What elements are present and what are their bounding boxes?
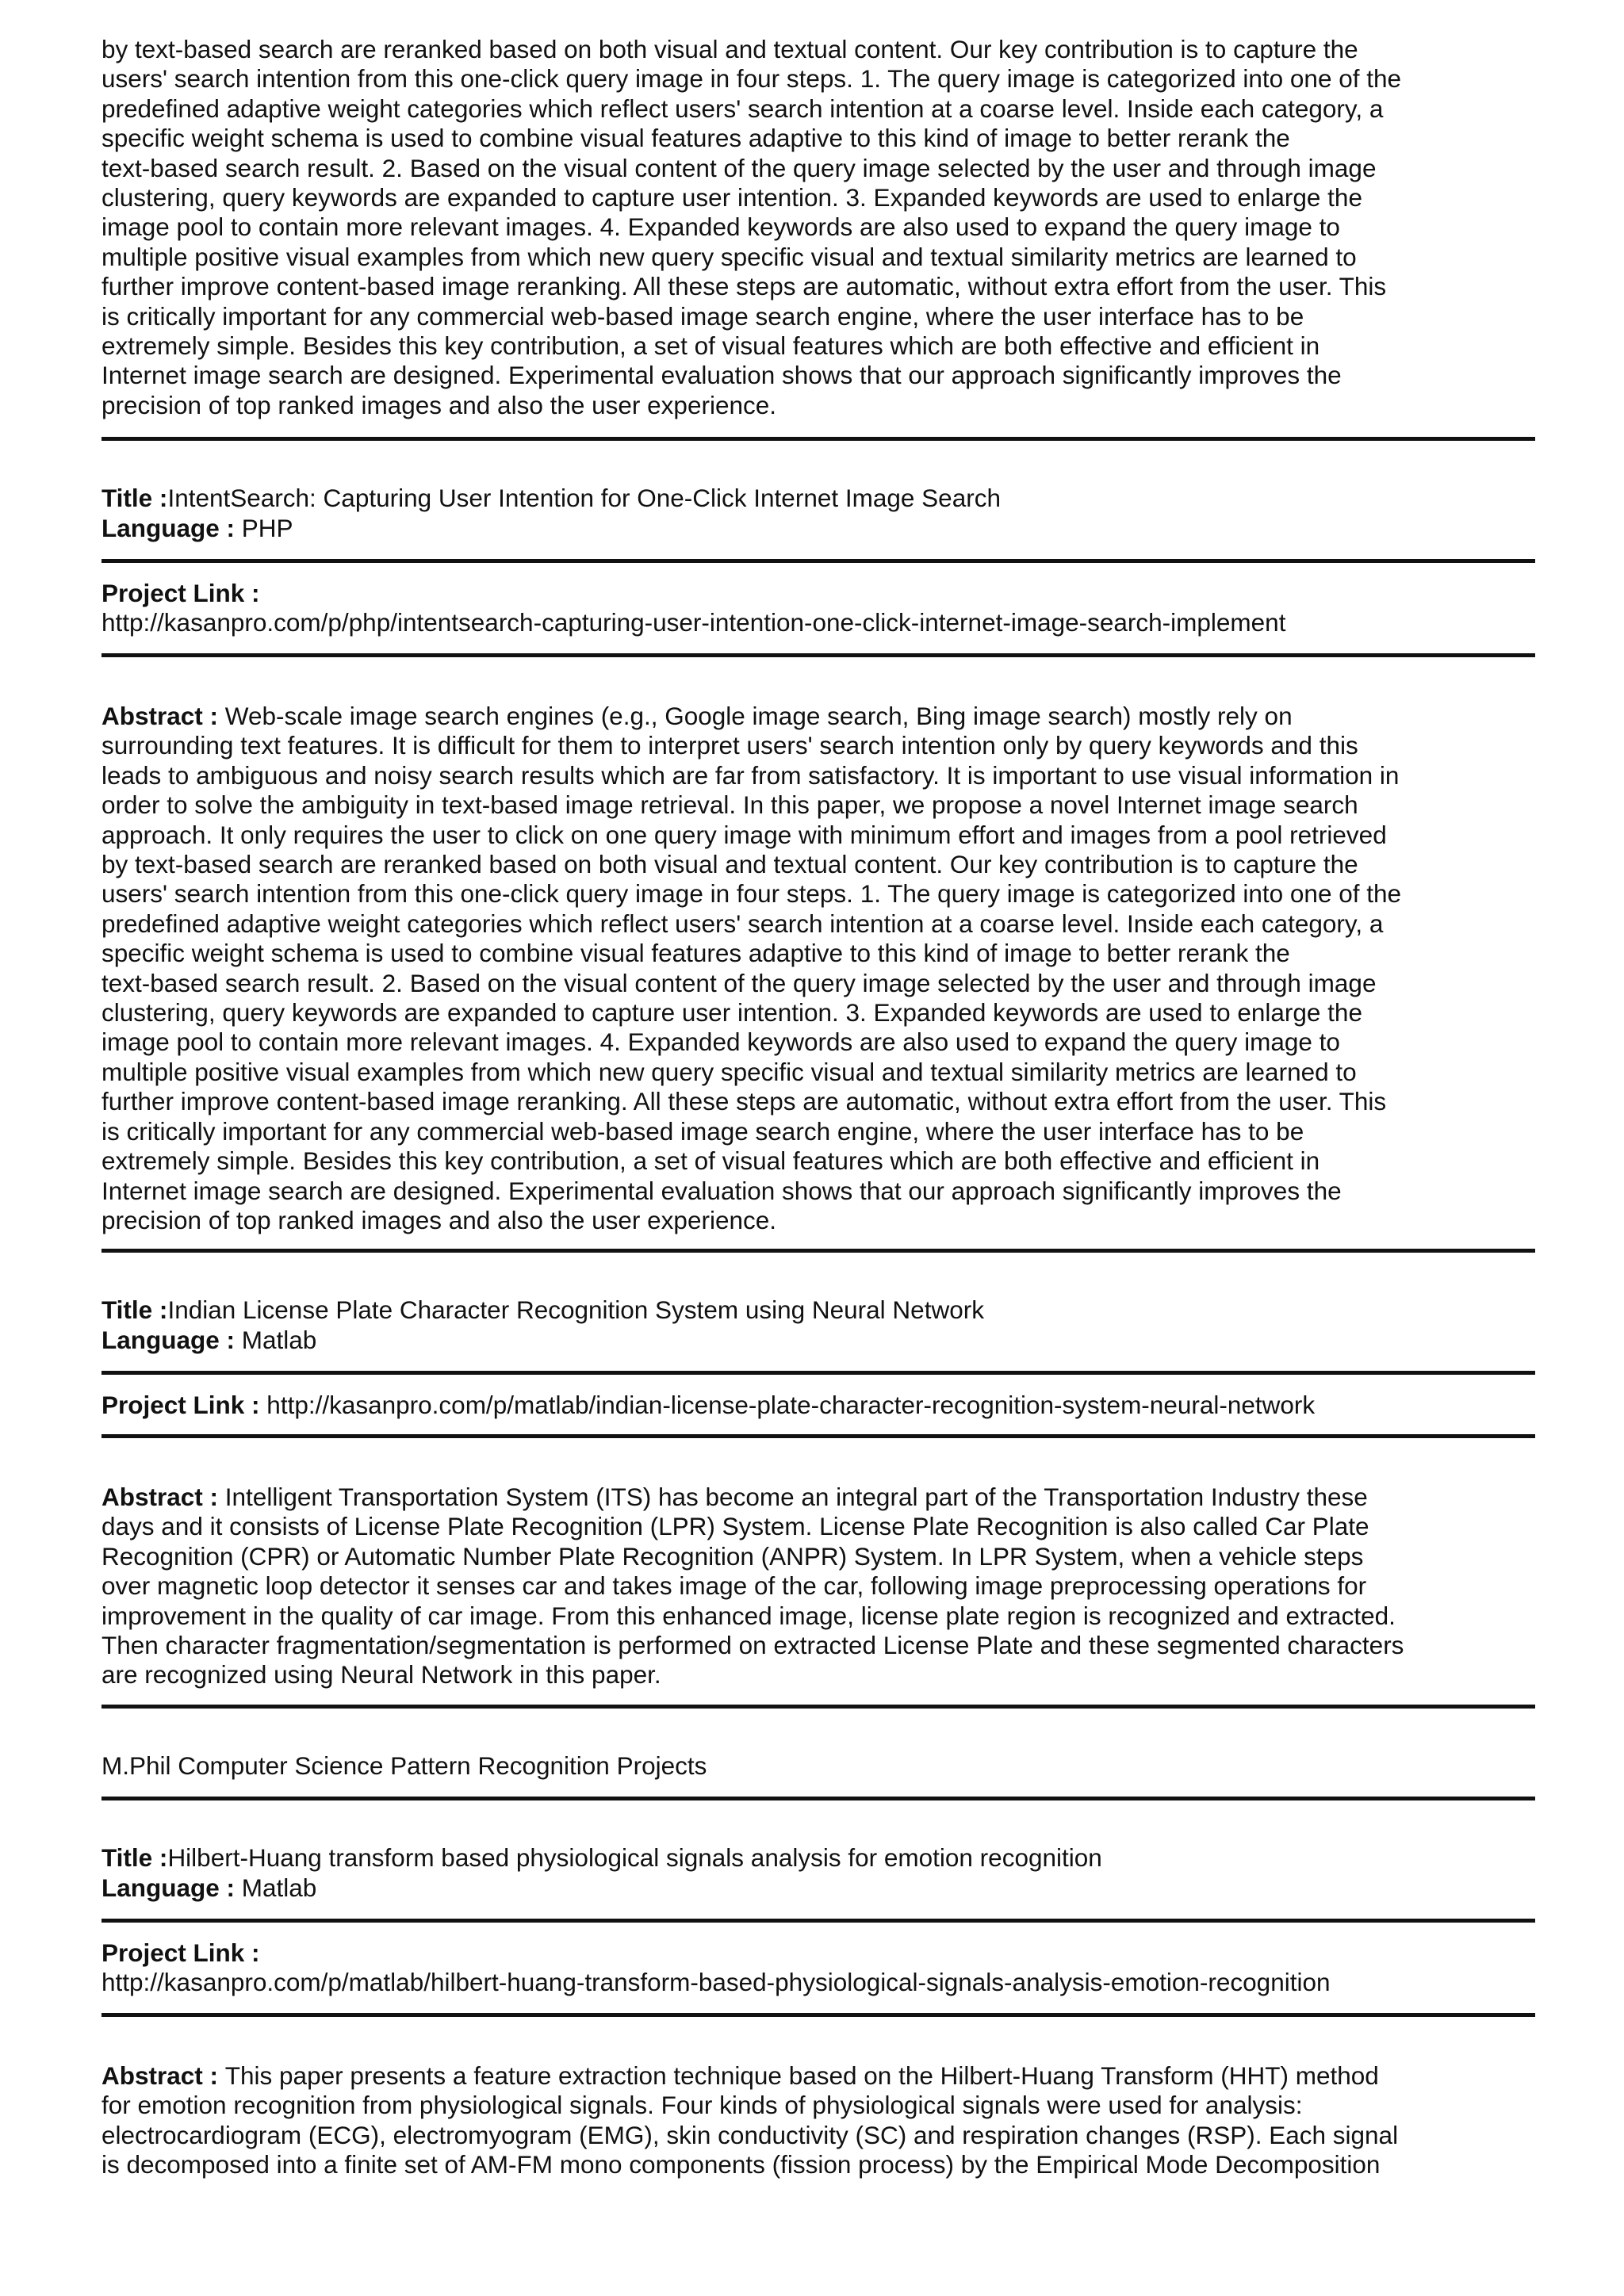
abstract-line: further improve content-based image reranking. All these steps are automatic, without extra effort from the user. This: [102, 1087, 1387, 1116]
section-heading: M.Phil Computer Science Pattern Recognition Projects: [102, 1751, 707, 1780]
project-link[interactable]: http://kasanpro.com/p/matlab/hilbert-huang-transform-based-physiological-signals-analysis-emotion-recognition: [102, 1968, 1331, 1996]
abstract-line: precision of top ranked images and also the user experience.: [102, 390, 777, 419]
project-link-label: Project Link :: [102, 579, 260, 607]
project-title-row: [102, 1295, 984, 1325]
project-link[interactable]: http://kasanpro.com/p/matlab/indian-license-plate-character-recognition-system-neural-network: [266, 1391, 1316, 1419]
title-label: Title :: [102, 1843, 168, 1872]
title-label: Title :: [102, 484, 168, 512]
abstract-line: improvement in the quality of car image. From this enhanced image, license plate region is recognized and extracted.: [102, 1601, 1396, 1630]
abstract-label: Abstract :: [102, 2061, 225, 2090]
divider: [102, 559, 1535, 563]
project-language: Matlab: [241, 1873, 317, 1902]
project-title-row: [102, 1843, 1102, 1873]
abstract-line: is decomposed into a finite set of AM-FM mono components (fission process) by the Empirical Mode Decomposition: [102, 2150, 1381, 2179]
language-label: Language :: [102, 1873, 242, 1902]
abstract-line: precision of top ranked images and also the user experience.: [102, 1205, 777, 1234]
abstract-line: [102, 1483, 1404, 1512]
project-abstract: [102, 2061, 1398, 2180]
language-label: Language :: [102, 514, 242, 542]
project-link-label-row: [102, 1938, 260, 1968]
language-label: Language :: [102, 1326, 242, 1354]
abstract-line: image pool to contain more relevant images. 4. Expanded keywords are also used to expand the query image to: [102, 1027, 1340, 1057]
abstract-line: by text-based search are reranked based on both visual and textual content. Our key contribution is to capture the: [102, 35, 1358, 63]
project-abstract: [102, 1483, 1404, 1690]
title-label: Title :: [102, 1295, 168, 1324]
abstract-line: Recognition (CPR) or Automatic Number Plate Recognition (ANPR) System. In LPR System, when a vehicle steps: [102, 1541, 1364, 1571]
divider: [102, 1705, 1535, 1709]
abstract-line: surrounding text features. It is difficult for them to interpret users' search intention only by query keywords and this: [102, 731, 1358, 760]
abstract-line: further improve content-based image reranking. All these steps are automatic, without extra effort from the user. This: [102, 272, 1387, 301]
project-language: PHP: [241, 514, 293, 542]
project-abstract: [102, 702, 1401, 1235]
abstract-line: [102, 2061, 1398, 2091]
abstract-line: is critically important for any commercial web-based image search engine, where the user interface has to be: [102, 301, 1304, 331]
project-link[interactable]: http://kasanpro.com/p/php/intentsearch-capturing-user-intention-one-click-internet-image-search-implement: [102, 608, 1286, 637]
abstract-line: order to solve the ambiguity in text-based image retrieval. In this paper, we propose a novel Internet image search: [102, 790, 1358, 820]
abstract-line: text-based search result. 2. Based on the visual content of the query image selected by the user and through image: [102, 153, 1377, 182]
project-link-label-row: [102, 579, 260, 608]
divider: [102, 1797, 1535, 1800]
abstract-line: image pool to contain more relevant images. 4. Expanded keywords are also used to expand the query image to: [102, 212, 1340, 242]
divider: [102, 1434, 1535, 1438]
project-link-row: [102, 1391, 1315, 1420]
abstract-line: extremely simple. Besides this key contribution, a set of visual features which are both effective and efficient in: [102, 331, 1320, 361]
abstract-line: [102, 702, 1401, 731]
abstract-line: approach. It only requires the user to click on one query image with minimum effort and images from a pool retrieved: [102, 820, 1387, 849]
divider: [102, 1249, 1535, 1253]
abstract-line: clustering, query keywords are expanded to capture user intention. 3. Expanded keywords are used to enlarge the: [102, 998, 1362, 1027]
divider: [102, 653, 1535, 657]
abstract-line: are recognized using Neural Network in this paper.: [102, 1660, 661, 1689]
abstract-line: specific weight schema is used to combine visual features adaptive to this kind of image to better rerank the: [102, 124, 1290, 153]
abstract-line: predefined adaptive weight categories which reflect users' search intention at a coarse level. Inside each category, a: [102, 94, 1384, 123]
project-link-label: Project Link :: [102, 1391, 267, 1419]
abstract-line: is critically important for any commercial web-based image search engine, where the user interface has to be: [102, 1116, 1304, 1146]
abstract-line: predefined adaptive weight categories which reflect users' search intention at a coarse level. Inside each category, a: [102, 909, 1384, 938]
abstract-label: Abstract :: [102, 1483, 225, 1511]
abstract-line: Then character fragmentation/segmentation is performed on extracted License Plate and these segmented characters: [102, 1631, 1404, 1660]
abstract-line: for emotion recognition from physiological signals. Four kinds of physiological signals were used for analysis:: [102, 2091, 1303, 2120]
project-title-row: [102, 484, 1001, 513]
abstract-first-line: Intelligent Transportation System (ITS) has become an integral part of the Transportation Industry these: [224, 1483, 1368, 1511]
top-abstract-continuation: [102, 35, 1401, 420]
abstract-line: users' search intention from this one-click query image in four steps. 1. The query image is categorized into one of the: [102, 879, 1402, 909]
project-title: IntentSearch: Capturing User Intention for One-Click Internet Image Search: [167, 484, 1001, 512]
abstract-line: Internet image search are designed. Experimental evaluation shows that our approach significantly improves the: [102, 361, 1342, 390]
abstract-line: electrocardiogram (ECG), electromyogram (EMG), skin conductivity (SC) and respiration changes (RSP). Each signal: [102, 2120, 1399, 2149]
project-language-row: [102, 514, 293, 543]
abstract-line: over magnetic loop detector it senses car and takes image of the car, following image preprocessing operations for: [102, 1571, 1367, 1601]
abstract-line: leads to ambiguous and noisy search results which are far from satisfactory. It is important to use visual information in: [102, 760, 1400, 790]
abstract-line: by text-based search are reranked based on both visual and textual content. Our key contribution is to capture the: [102, 850, 1358, 879]
project-language: Matlab: [241, 1326, 317, 1354]
abstract-first-line: This paper presents a feature extraction technique based on the Hilbert-Huang Transform (HHT) method: [224, 2061, 1379, 2090]
project-title: Hilbert-Huang transform based physiological signals analysis for emotion recognition: [167, 1843, 1102, 1872]
abstract-line: text-based search result. 2. Based on the visual content of the query image selected by the user and through image: [102, 968, 1377, 997]
abstract-line: multiple positive visual examples from which new query specific visual and textual similarity metrics are learned to: [102, 1057, 1357, 1086]
divider: [102, 437, 1535, 441]
project-language-row: [102, 1873, 316, 1903]
abstract-line: clustering, query keywords are expanded to capture user intention. 3. Expanded keywords are used to enlarge the: [102, 183, 1362, 212]
project-title: Indian License Plate Character Recognition System using Neural Network: [167, 1295, 984, 1324]
abstract-line: extremely simple. Besides this key contribution, a set of visual features which are both effective and efficient in: [102, 1146, 1320, 1176]
project-language-row: [102, 1326, 316, 1355]
divider: [102, 1919, 1535, 1923]
abstract-line: Internet image search are designed. Experimental evaluation shows that our approach significantly improves the: [102, 1176, 1342, 1205]
abstract-line: specific weight schema is used to combine visual features adaptive to this kind of image to better rerank the: [102, 939, 1290, 968]
divider: [102, 1371, 1535, 1375]
abstract-line: users' search intention from this one-click query image in four steps. 1. The query image is categorized into one of the: [102, 64, 1402, 94]
project-link-label: Project Link :: [102, 1938, 260, 1967]
abstract-line: days and it consists of License Plate Recognition (LPR) System. License Plate Recognition is also called Car Plate: [102, 1512, 1369, 1541]
abstract-label: Abstract :: [102, 702, 225, 730]
divider: [102, 2013, 1535, 2017]
abstract-first-line: Web-scale image search engines (e.g., Google image search, Bing image search) mostly rely on: [224, 702, 1293, 730]
abstract-line: multiple positive visual examples from which new query specific visual and textual similarity metrics are learned to: [102, 242, 1357, 271]
